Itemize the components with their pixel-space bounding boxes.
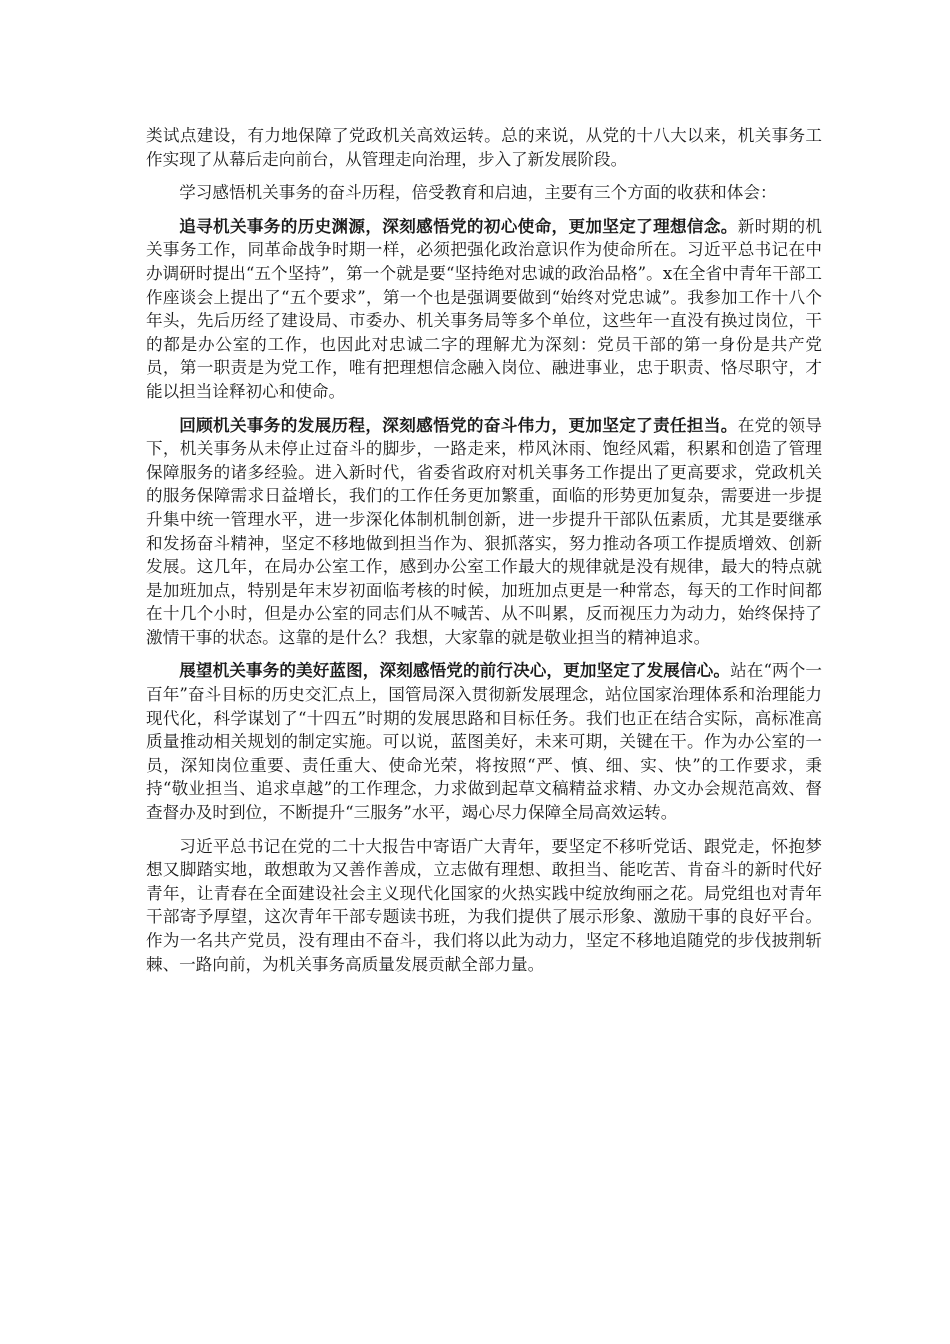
paragraph-6-text: 习近平总书记在党的二十大报告中寄语广大青年，要坚定不移听党话、跟党走，怀抱梦想又脚踏实地，敢想敢为又善作善成，立志做有理想、敢担当、能吃苦、肯奋斗的新时代好青年，让青春在全面建设社会主义现代化国家的火热实践中绽放绚丽之花。局党组也对青年干部寄予厚望，这次青年干部专题读书班，为我们提供了展示形象、激励干事的良好平台。作为一名共产党员，没有理由不奋斗，我们将以此为动力，坚定不移地追随党的步伐披荆斩棘、一路向前，为机关事务高质量发展贡献全部力量。 [146,836,822,974]
paragraph-1 [146,124,822,171]
paragraph-1-text: 类试点建设，有力地保障了党政机关高效运转。总的来说，从党的十八大以来，机关事务工作实现了从幕后走向前台，从管理走向治理，步入了新发展阶段。 [146,126,822,169]
paragraph-4 [146,414,822,650]
paragraph-3 [146,215,822,404]
paragraph-2-text: 学习感悟机关事务的奋斗历程，倍受教育和启迪，主要有三个方面的收获和体会： [179,183,777,203]
paragraph-4-text: 在党的领导下，机关事务从未停止过奋斗的脚步，一路走来，栉风沐雨、饱经风霜，积累和创造了管理保障服务的诸多经验。进入新时代，省委省政府对机关事务工作提出了更高要求，党政机关的服务保障需求日益增长，我们的工作任务更加繁重，面临的形势更加复杂，需要进一步提升集中统一管理水平，进一步深化体制机制创新，进一步提升干部队伍素质，尤其是要继承和发扬奋斗精神，坚定不移地做到担当作为、狠抓落实，努力推动各项工作提质增效、创新发展。这几年，在局办公室工作，感到办公室工作最大的规律就是没有规律，最大的特点就是加班加点，特别是年末岁初面临考核的时候，加班加点更是一种常态，每天的工作时间都在十几个小时，但是办公室的同志们从不喊苦、从不叫累，反而视压力为动力，始终保持了激情干事的状态。这靠的是什么？我想，大家靠的就是敬业担当的精神追求。 [146,415,823,647]
paragraph-3-lead: 追寻机关事务的历史渊源，深刻感悟党的初心使命，更加坚定了理想信念。 [179,215,738,236]
paragraph-5 [146,659,822,824]
document-page [146,124,822,976]
paragraph-5-text: 站在“两个一百年”奋斗目标的历史交汇点上，国管局深入贯彻新发展理念，站位国家治理体系和治理能力现代化，科学谋划了“十四五”时期的发展思路和目标任务。我们也正在结合实际，高标准高质量推动相关规划的制定实施。可以说，蓝图美好，未来可期，关键在干。作为办公室的一员，深知岗位重要、责任重大、使命光荣，将按照“严、慎、细、实、快”的工作要求，秉持“敬业担当、追求卓越”的工作理念，力求做到起草文稿精益求精、办文办会规范高效、督查督办及时到位，不断提升“三服务”水平，竭心尽力保障全局高效运转。 [146,661,823,823]
paragraph-3-text: 新时期的机关事务工作，同革命战争时期一样，必须把强化政治意识作为使命所在。习近平总书记在中办调研时提出“五个坚持”，第一个就是要“坚持绝对忠诚的政治品格”。x在全省中青年干部工作座谈会上提出了“五个要求”，第一个也是强调要做到“始终对党忠诚”。我参加工作十八个年头，先后历经了建设局、市委办、机关事务局等多个单位，这些年一直没有换过岗位，干的都是办公室的工作，也因此对忠诚二字的理解尤为深刻：党员干部的第一身份是共产党员，第一职责是为党工作，唯有把理想信念融入岗位、融进事业，忠于职责、恪尽职守，才能以担当诠释初心和使命。 [146,216,823,401]
paragraph-5-lead: 展望机关事务的美好蓝图，深刻感悟党的前行决心，更加坚定了发展信心。 [179,660,731,681]
paragraph-4-lead: 回顾机关事务的发展历程，深刻感悟党的奋斗伟力，更加坚定了责任担当。 [179,414,738,435]
paragraph-2 [146,181,822,205]
paragraph-6 [146,835,822,977]
